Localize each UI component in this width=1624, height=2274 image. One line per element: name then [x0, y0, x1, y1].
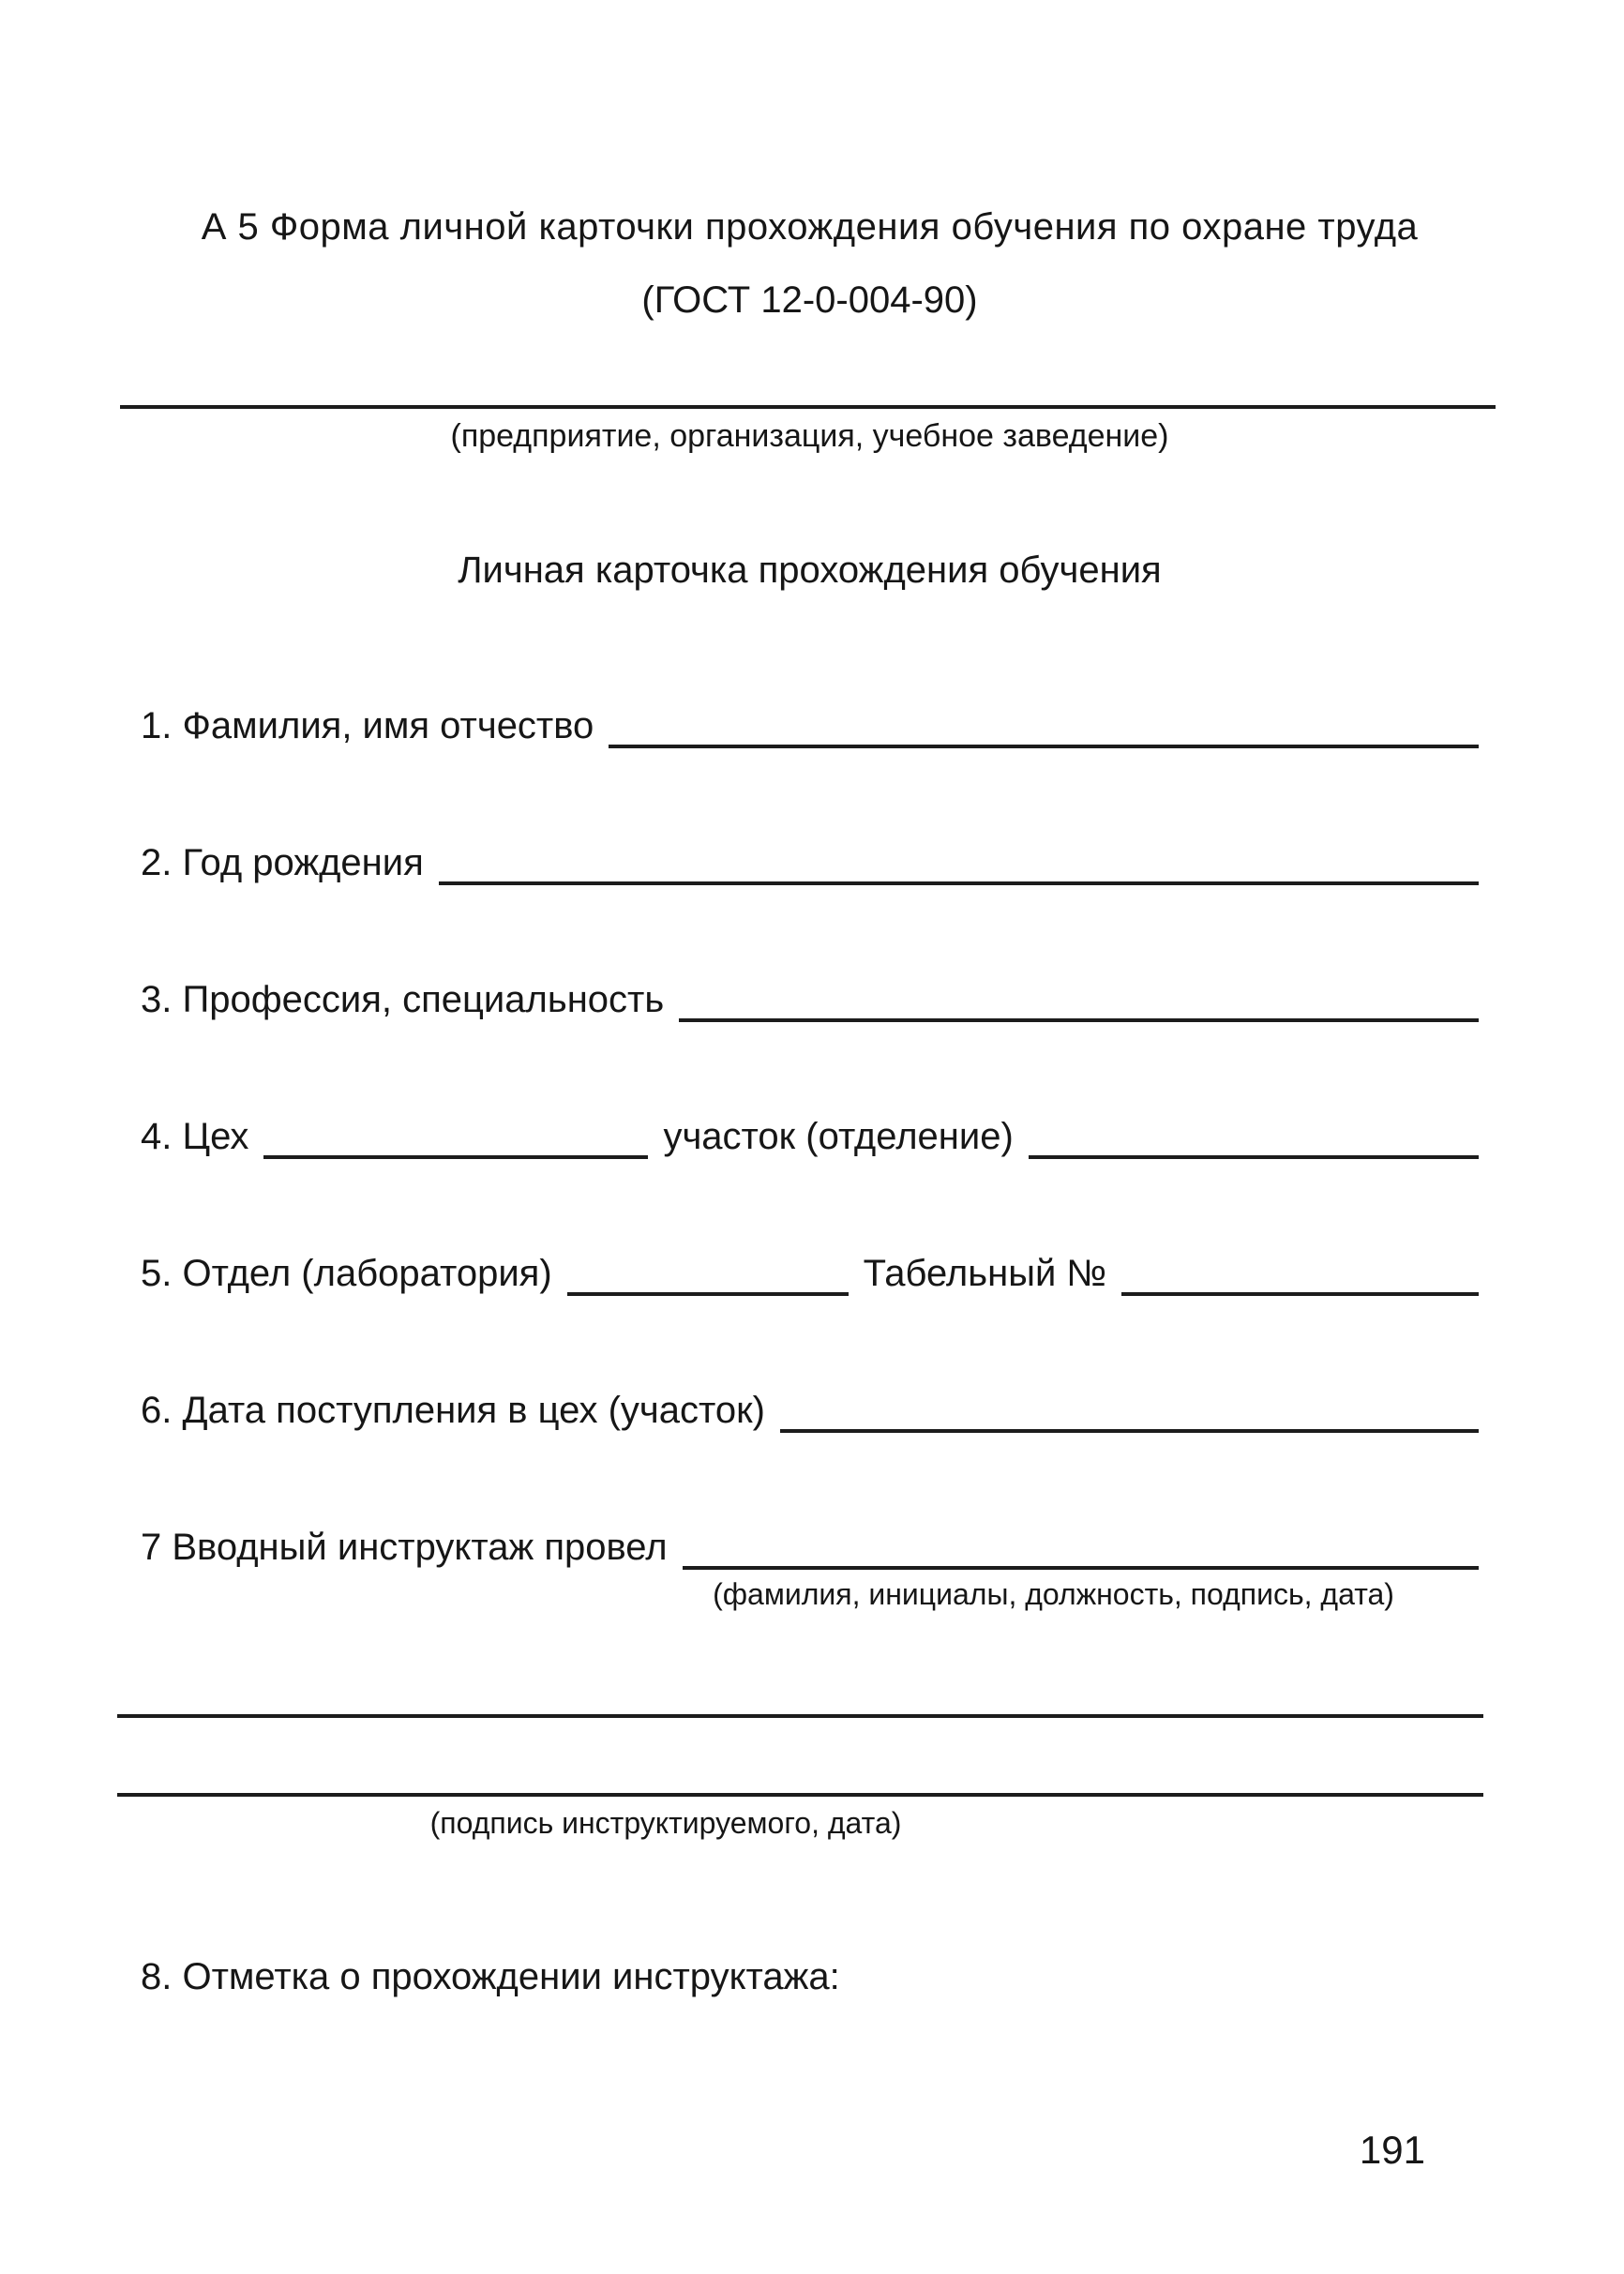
form-item-4-blank-line-1	[263, 1146, 648, 1159]
signature-caption: (подпись инструктируемого, дата)	[429, 1806, 902, 1840]
form-item-2-label: 2. Год рождения	[141, 842, 424, 883]
form-item-7-blank-line	[683, 1557, 1479, 1570]
organization-blank-line	[120, 405, 1496, 409]
form-item-5-blank-line-1	[567, 1283, 849, 1296]
form-item-3-label: 3. Профессия, специальность	[141, 979, 665, 1020]
page-number: 191	[1359, 2128, 1425, 2172]
form-item-4	[141, 1114, 1479, 1159]
form-item-4-label: 4. Цех	[141, 1116, 249, 1157]
form-item-5-label-2: Табельный №	[863, 1253, 1107, 1294]
form-item-5-blank-line-2	[1121, 1283, 1479, 1296]
form-item-7-caption: (фамилия, инициалы, должность, подпись, дата)	[713, 1577, 1394, 1611]
organization-caption: (предприятие, организация, учебное заведение)	[450, 418, 1169, 454]
form-item-7	[141, 1525, 1479, 1570]
form-item-6-label: 6. Дата поступления в цех (участок)	[141, 1390, 765, 1431]
document-subtitle-gost: (ГОСТ 12-0-004-90)	[641, 279, 978, 321]
signature-blank-line-2	[117, 1793, 1483, 1797]
form-item-5	[141, 1251, 1479, 1296]
form-item-3	[141, 977, 1479, 1022]
form-item-5-label: 5. Отдел (лаборатория)	[141, 1253, 552, 1294]
form-item-2	[141, 840, 1479, 885]
document-title: А 5 Форма личной карточки прохождения обучения по охране труда	[201, 206, 1419, 248]
form-item-7-label: 7 Вводный инструктаж провел	[141, 1527, 668, 1568]
form-item-8-label: 8. Отметка о прохождении инструктажа:	[141, 1956, 840, 1997]
signature-blank-line-1	[117, 1714, 1483, 1718]
form-item-1-label: 1. Фамилия, имя отчество	[141, 705, 594, 746]
form-item-1-blank-line	[609, 735, 1479, 748]
form-item-6	[141, 1388, 1479, 1433]
form-item-4-label-2: участок (отделение)	[663, 1116, 1014, 1157]
form-item-6-blank-line	[780, 1420, 1479, 1433]
form-item-3-blank-line	[679, 1009, 1479, 1022]
card-heading: Личная карточка прохождения обучения	[458, 550, 1162, 591]
form-item-2-blank-line	[439, 872, 1479, 885]
form-item-1	[141, 703, 1479, 748]
form-item-4-blank-line-2	[1029, 1146, 1479, 1159]
